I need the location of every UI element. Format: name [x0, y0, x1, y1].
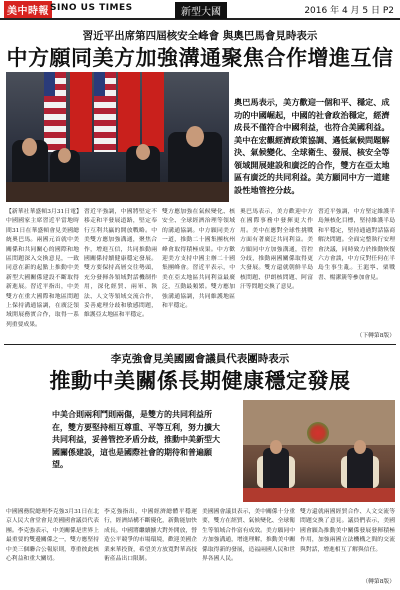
- flower-arrangement: [307, 422, 329, 444]
- story2-lead: 中美合則兩利鬥則兩傷，是雙方的共同利益所在，雙方要堅持相互尊重、平等互利，努力擴大共同利益，妥善管控矛盾分歧，推動中美新型大國關係建設，這也是國際社會的期待和普遍願望。: [52, 409, 220, 469]
- congress-meeting-photo: [243, 400, 395, 502]
- story2-column: 雙方還就兩國經貿合作、人文交流等問題交換了意見。議員們表示，美國國會願為推動美中關係發展發揮積極作用，加強兩國立法機構之間的交流與對話，增進相互了解與信任。: [300, 509, 395, 553]
- us-flag: [44, 72, 66, 152]
- story2-continued: （轉第8版）: [362, 579, 395, 585]
- delegate-head: [136, 144, 150, 160]
- summit-meeting-photo: [6, 72, 229, 202]
- china-flag: [118, 72, 140, 152]
- story1-continued: （下轉第8版）: [356, 333, 395, 339]
- delegate-head: [58, 148, 71, 163]
- conference-table: [6, 182, 229, 202]
- story2-column: 李克強指出，中國經濟總體平穩運行，經濟結構不斷優化，新動能加快成長。中國將繼續擴大對外開放，營造公平競爭的市場環境，歡迎美國企業來華投資，希望美方放寬對華高技術產品出口限制。: [104, 509, 197, 563]
- story1-column: 奧巴馬表示，美方歡迎中方在國際事務中發揮更大作用。美中在應對全球性挑戰方面有著廣泛共同利益。美方願同中方加強溝通，管控分歧，推動兩國關係取得更大發展。雙方還就朝鮮半島核問題、伊朗核問題、阿富汗等問題交換了意見。: [240, 209, 313, 291]
- section-divider: [4, 344, 396, 345]
- red-carpet: [243, 488, 395, 502]
- delegate-figure: [263, 448, 289, 488]
- story2-headline: 推動中美關係長期健康穩定發展: [49, 368, 351, 393]
- delegate-figure: [347, 448, 373, 488]
- story2-column: 美國國會議員表示，美中關係十分重要，雙方在經貿、氣候變化、全球衛生等領域合作富有成效。美方願同中方加強溝通，增進理解，推動美中關係取得新的發展，造福兩國人民和世界各國人民。: [202, 509, 295, 563]
- masthead: [0, 0, 400, 20]
- section-label: 新型大國: [175, 2, 227, 19]
- delegate-head: [186, 126, 204, 147]
- story1-column: 習近平強調，中國將堅定不移走和平發展道路，堅定奉行互利共贏的開放戰略。中美雙方應加強溝通，聚焦合作，增進互信，共同推動兩國關係持續健康穩定發展。雙方要保持高層交往勢頭，充分發揮各領域對話機制作用，深化經貿、兩軍、執法、人文等領域交流合作，妥善處理分歧和敏感問題，維護亞太地區和平穩定。: [84, 209, 157, 319]
- delegate-head: [354, 440, 366, 454]
- us-flag: [94, 72, 116, 152]
- china-flag: [70, 72, 92, 152]
- story1-headline: 中方願同美方加強溝通聚焦合作增進互信: [6, 45, 394, 70]
- issue-date: 2016 年 4 月 5 日 P2: [304, 6, 394, 16]
- delegate-head: [270, 440, 282, 454]
- brand-name-en: SINO US TIMES: [50, 3, 133, 13]
- brand-logo-cn: 美中時報: [4, 1, 52, 18]
- china-flag: [142, 72, 164, 152]
- story1-caption: 奧巴馬表示，美方歡迎一個和平、穩定、成功的中國崛起，中國的社會政治穩定，經濟成長不僅符合中國利益，也符合美國利益。美中在宏觀經濟政策協調、邁低氣候問題解決、氣候變化、全球衛生、發展、核安全等領域開展建設和廣泛的合作，雙方在亞太地區有廣泛的共同利益。美方願同中方一道建設性地管控分歧。: [234, 97, 390, 195]
- story1-column: 【新華社華盛頓3月31日電】中國國家主席習近平當地時間31日在華盛頓會見美國總統奧巴馬。兩國元首就中美關係和共同關心的國際和地區問題深入交換意見，一致同意在新的起點上推動中美新型大國關係建設不斷取得新進展。習近平指出，中美雙方在重大國際和地區問題上保持溝通協調，在廣泛領域開展務實合作，取得一系列重要成果。: [6, 209, 79, 328]
- story2-subheadline: 李克強會見美國國會議員代表團時表示: [110, 353, 290, 365]
- story1-column: 雙方應加強在氣候變化、核安全、全球經濟治理等領域的溝通協調。中方願同美方一道，推動二十國集團杭州峰會取得積極成果。中方歡迎美方支持中國主辦二十國集團峰會。習近平表示，中美在亞太地區共同利益最廣泛，互動最頻繁。雙方應加強溝通協調，共同維護地區和平穩定。: [162, 209, 235, 310]
- story2-column: 中國國務院總理李克強3月31日在北京人民大會堂會見美國國會議員代表團。李克強表示，中美關係是世界上最重要的雙邊關係之一，雙方應堅持中美三個聯合公報原則，尊重彼此核心利益和重大關切。: [6, 509, 99, 563]
- story1-subheadline: 習近平出席第四屆核安全峰會 與奧巴馬會見時表示: [82, 30, 318, 42]
- delegate-head: [22, 138, 37, 156]
- story1-column: 習近平強調，中方堅定維護半島無核化目標，堅持維護半島和平穩定，堅持通過對話協商解決問題。全面完整執行安理會決議，同時致力於推動恢復六方會談，中方反對任何在半島生事生亂。王滬寧、栗戰書、楊潔篪等參加會見。: [318, 209, 395, 281]
